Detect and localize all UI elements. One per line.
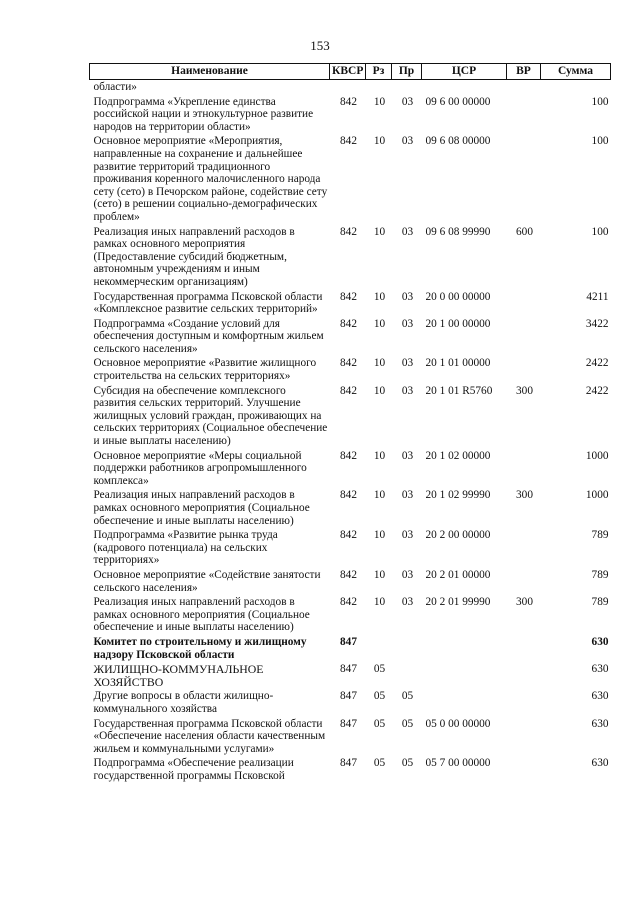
table-row — [90, 290, 611, 317]
table-row — [90, 595, 611, 635]
cell-sum: 2422 — [585, 384, 609, 397]
cell-pr: 03 — [401, 384, 414, 397]
cell-sum: 630 — [591, 690, 609, 703]
cell-kvsr: 847 — [340, 663, 357, 676]
cell-rz — [366, 80, 392, 95]
cell-name: ЖИЛИЩНО-КОММУНАЛЬНОЕ ХОЗЯЙСТВО — [93, 662, 264, 689]
cell-vr — [507, 662, 541, 689]
table-row — [90, 756, 611, 783]
header-name: Наименование — [90, 64, 330, 80]
cell-vr — [507, 80, 541, 95]
cell-pr — [392, 662, 422, 689]
header-kvsr: КВСР — [330, 64, 366, 80]
cell-kvsr: 842 — [340, 225, 357, 238]
cell-sum: 3422 — [585, 317, 609, 330]
table-row — [90, 449, 611, 489]
cell-name: Реализация иных направлений расходов в рамках основного мероприятия (Предоставление субсидий бюджетным, автономным учреждениям и иным некоммерческим организациям) — [93, 225, 295, 288]
cell-csr: 20 2 01 99990 — [425, 596, 491, 609]
cell-vr — [507, 317, 541, 357]
cell-pr — [392, 80, 422, 95]
cell-kvsr: 847 — [340, 690, 357, 703]
cell-vr: 300 — [516, 596, 533, 609]
cell-csr: 20 1 02 99990 — [425, 489, 491, 502]
cell-vr — [507, 449, 541, 489]
cell-pr — [392, 635, 422, 662]
header-pr: Пр — [392, 64, 422, 80]
cell-rz: 05 — [373, 717, 386, 730]
cell-csr: 20 1 00 00000 — [425, 317, 491, 330]
cell-vr: 300 — [516, 384, 533, 397]
cell-name: области» — [93, 81, 137, 93]
cell-vr — [507, 528, 541, 568]
cell-csr: 20 2 00 00000 — [425, 529, 491, 542]
cell-name: Основное мероприятие «Меры социальной поддержки работников агропромышленного комплекса» — [93, 449, 307, 487]
table-row — [90, 488, 611, 528]
cell-vr — [507, 717, 541, 757]
cell-rz: 10 — [373, 135, 386, 148]
table-row — [90, 80, 611, 95]
cell-pr: 03 — [401, 596, 414, 609]
cell-name: Основное мероприятие «Содействие занятости сельского населения» — [93, 568, 321, 594]
budget-table — [89, 63, 611, 783]
cell-sum: 789 — [591, 596, 609, 609]
cell-sum: 100 — [591, 95, 609, 108]
cell-vr — [507, 756, 541, 783]
cell-vr — [507, 568, 541, 595]
cell-csr: 05 7 00 00000 — [425, 757, 491, 770]
cell-kvsr: 842 — [340, 529, 357, 542]
cell-kvsr: 842 — [340, 568, 357, 581]
cell-name: Подпрограмма «Обеспечение реализации государственной программы Псковской — [93, 757, 294, 782]
cell-vr — [507, 356, 541, 383]
table-body — [90, 80, 611, 784]
header-csr: ЦСР — [422, 64, 507, 80]
cell-csr — [422, 635, 507, 662]
cell-kvsr: 842 — [340, 449, 357, 462]
cell-rz: 10 — [373, 290, 386, 303]
cell-csr: 09 6 08 99990 — [425, 225, 491, 238]
cell-rz: 10 — [373, 357, 386, 370]
cell-rz: 10 — [373, 384, 386, 397]
table-row — [90, 384, 611, 449]
cell-name: Субсидия на обеспечение комплексного развития сельских территорий. Улучшение жилищных условий граждан, проживающих на сельских территориях (Социальное обеспечение и иные выплаты населению) — [93, 384, 328, 448]
cell-name: Основное мероприятие «Развитие жилищного строительства на сельских территориях» — [93, 357, 317, 383]
table-row — [90, 662, 611, 689]
table-row — [90, 568, 611, 595]
header-vr: ВР — [507, 64, 541, 80]
cell-pr: 03 — [401, 135, 414, 148]
cell-kvsr — [330, 80, 366, 95]
cell-kvsr: 842 — [340, 135, 357, 148]
cell-rz: 05 — [373, 757, 386, 770]
cell-rz: 05 — [373, 663, 386, 676]
cell-name: Подпрограмма «Укрепление единства российской нации и этнокультурное развитие народов на территории области» — [93, 95, 314, 133]
cell-kvsr: 847 — [340, 635, 357, 648]
cell-kvsr: 842 — [340, 357, 357, 370]
cell-sum: 2422 — [585, 357, 609, 370]
cell-pr: 03 — [401, 449, 414, 462]
table-row — [90, 134, 611, 224]
cell-rz: 05 — [373, 690, 386, 703]
cell-vr: 600 — [516, 225, 533, 238]
cell-csr — [422, 689, 507, 716]
cell-kvsr: 842 — [340, 95, 357, 108]
cell-kvsr: 842 — [340, 317, 357, 330]
cell-pr: 03 — [401, 489, 414, 502]
cell-csr — [422, 662, 507, 689]
cell-pr: 03 — [401, 529, 414, 542]
cell-rz: 10 — [373, 225, 386, 238]
cell-pr: 03 — [401, 317, 414, 330]
cell-rz: 10 — [373, 95, 386, 108]
cell-sum: 630 — [591, 663, 609, 676]
cell-pr: 03 — [401, 290, 414, 303]
header-sum: Сумма — [541, 64, 611, 80]
cell-rz: 10 — [373, 568, 386, 581]
cell-sum: 1000 — [585, 489, 609, 502]
cell-rz: 10 — [373, 596, 386, 609]
cell-pr: 03 — [401, 225, 414, 238]
table-row — [90, 225, 611, 290]
cell-sum: 630 — [591, 757, 609, 770]
cell-pr: 03 — [401, 357, 414, 370]
cell-name: Реализация иных направлений расходов в рамках основного мероприятия (Социальное обеспечение и иные выплаты населению) — [93, 596, 310, 634]
table-row — [90, 689, 611, 716]
cell-rz — [366, 635, 392, 662]
cell-sum: 100 — [591, 135, 609, 148]
cell-name: Подпрограмма «Создание условий для обеспечения доступным и комфортным жильем сельского населения» — [93, 317, 324, 355]
cell-kvsr: 842 — [340, 290, 357, 303]
header-rz: Рз — [366, 64, 392, 80]
table-header-row — [90, 64, 611, 80]
cell-csr: 20 0 00 00000 — [425, 290, 491, 303]
cell-pr: 05 — [401, 690, 414, 703]
cell-rz: 10 — [373, 317, 386, 330]
cell-pr: 03 — [401, 568, 414, 581]
cell-rz: 10 — [373, 529, 386, 542]
cell-name: Подпрограмма «Развитие рынка труда (кадрового потенциала) на сельских территориях» — [93, 529, 278, 567]
cell-csr: 09 6 00 00000 — [425, 95, 491, 108]
cell-vr — [507, 95, 541, 135]
cell-sum — [541, 80, 611, 95]
table-row — [90, 528, 611, 568]
cell-pr: 05 — [401, 757, 414, 770]
cell-csr: 20 2 01 00000 — [425, 568, 491, 581]
cell-name: Реализация иных направлений расходов в рамках основного мероприятия (Социальное обеспечение и иные выплаты населению) — [93, 489, 310, 527]
cell-kvsr: 842 — [340, 596, 357, 609]
table-row — [90, 635, 611, 662]
cell-rz: 10 — [373, 489, 386, 502]
cell-sum: 100 — [591, 225, 609, 238]
cell-sum: 4211 — [586, 290, 609, 303]
cell-pr: 03 — [401, 95, 414, 108]
cell-csr: 05 0 00 00000 — [425, 717, 491, 730]
cell-name: Государственная программа Псковской области «Обеспечение населения области качественным жильем и коммунальными услугами» — [93, 717, 326, 755]
cell-kvsr: 842 — [340, 489, 357, 502]
cell-vr — [507, 290, 541, 317]
cell-name: Основное мероприятие «Мероприятия, направленные на сохранение и дальнейшее развитие территорий традиционного проживания коренного малочисленного народа сету (сето) в Печорском районе, содействие сету (сето) в решении социально-демографических проблем» — [93, 135, 328, 223]
cell-kvsr: 847 — [340, 757, 357, 770]
table-row — [90, 95, 611, 135]
cell-sum: 630 — [591, 717, 609, 730]
page-number: 153 — [310, 38, 330, 53]
cell-vr: 300 — [516, 489, 533, 502]
cell-csr — [422, 80, 507, 95]
cell-kvsr: 842 — [340, 384, 357, 397]
cell-sum: 630 — [591, 635, 609, 648]
cell-name: Другие вопросы в области жилищно-коммунального хозяйства — [93, 690, 274, 715]
cell-name: Государственная программа Псковской области «Комплексное развитие сельских территорий» — [93, 290, 323, 316]
cell-sum: 789 — [591, 568, 609, 581]
table-row — [90, 317, 611, 357]
cell-name: Комитет по строительному и жилищному надзору Псковской области — [93, 635, 307, 661]
cell-csr: 09 6 08 00000 — [425, 135, 491, 148]
cell-vr — [507, 689, 541, 716]
cell-vr — [507, 134, 541, 224]
cell-rz: 10 — [373, 449, 386, 462]
cell-csr: 20 1 02 00000 — [425, 449, 491, 462]
table-row — [90, 356, 611, 383]
cell-csr: 20 1 01 R5760 — [425, 384, 493, 397]
cell-sum: 789 — [591, 529, 609, 542]
cell-vr — [507, 635, 541, 662]
table-row — [90, 717, 611, 757]
cell-pr: 05 — [401, 717, 414, 730]
cell-kvsr: 847 — [340, 717, 357, 730]
cell-csr: 20 1 01 00000 — [425, 357, 491, 370]
cell-sum: 1000 — [585, 449, 609, 462]
